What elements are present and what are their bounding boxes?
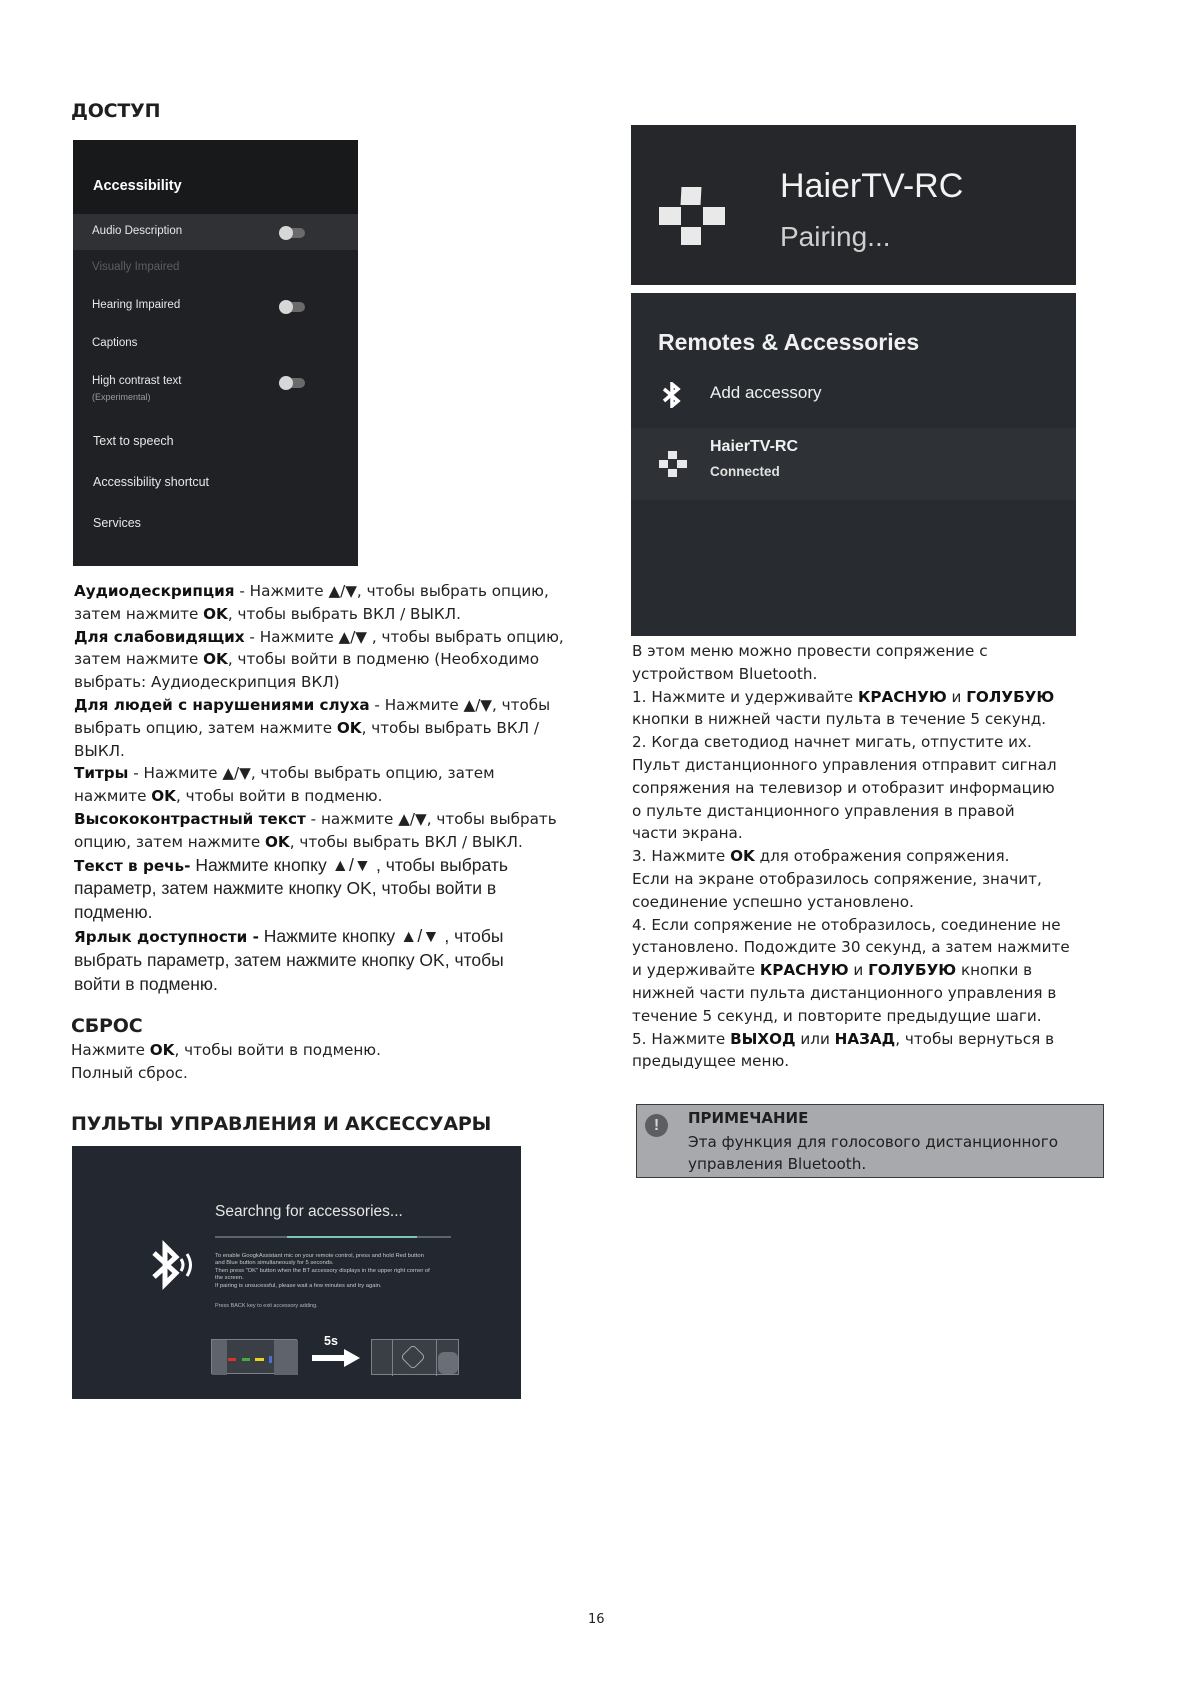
section-heading-remotes: ПУЛЬТЫ УПРАВЛЕНИЯ И АКСЕССУАРЫ bbox=[71, 1113, 492, 1135]
pairing-device-name: HaierTV-RC bbox=[780, 167, 964, 205]
text-fragment: установлено. Подождите 30 секунд, а затем нажмите bbox=[632, 938, 1070, 957]
text-fragment: Аудиодескрипция bbox=[74, 582, 235, 600]
high-contrast-toggle[interactable] bbox=[279, 376, 306, 389]
accessibility-header bbox=[73, 140, 358, 214]
text-fragment: ВЫХОД bbox=[730, 1029, 796, 1048]
duration-label: 5s bbox=[324, 1334, 338, 1348]
text-fragment: ВЫКЛ. bbox=[74, 741, 125, 760]
menu-item-text-to-speech[interactable] bbox=[73, 423, 358, 459]
gamepad-icon bbox=[659, 187, 725, 245]
text-fragment: кнопки в нижней части пульта в течение 5 секунд. bbox=[632, 710, 1047, 729]
text-fragment: Нажмите кнопку bbox=[258, 925, 401, 946]
text-fragment: выбрать параметр, затем нажмите кнопку OK, чтобы bbox=[74, 949, 504, 970]
text-fragment: Высококонтрастный текст bbox=[74, 809, 306, 828]
note-text: Эта функция для голосового дистанционного управления Bluetooth. bbox=[688, 1133, 1058, 1173]
search-instructions bbox=[215, 1253, 455, 1290]
remotes-accessories-screenshot bbox=[631, 293, 1076, 636]
text-fragment: Пульт дистанционного управления отправит сигнал bbox=[632, 755, 1057, 774]
text-fragment: устройством Bluetooth. bbox=[632, 664, 818, 683]
haier-remote-item[interactable] bbox=[631, 428, 1076, 500]
text-fragment: ▲/▼ bbox=[222, 764, 251, 783]
section-heading-reset: СБРОС bbox=[71, 1015, 143, 1037]
menu-item-label: Captions bbox=[92, 337, 138, 349]
desc-captions bbox=[74, 762, 594, 808]
desc-text-to-speech bbox=[74, 854, 594, 925]
text-fragment: и bbox=[848, 961, 869, 980]
reset-description bbox=[71, 1039, 571, 1085]
menu-item-label: Text to speech bbox=[93, 434, 174, 448]
text-fragment: войти в подменю. bbox=[74, 973, 218, 994]
text-fragment: и bbox=[946, 687, 967, 706]
text-fragment: ▲/▼ bbox=[331, 854, 372, 875]
text-fragment: Нажмите кнопку bbox=[190, 854, 332, 875]
text-fragment: , чтобы войти в подменю. bbox=[175, 787, 383, 806]
text-fragment: , чтобы вернуться в bbox=[895, 1029, 1055, 1048]
text-fragment: о пульте дистанционного управления в правой bbox=[632, 801, 1015, 820]
text-fragment: - Нажмите bbox=[128, 764, 223, 783]
text-fragment: сопряжения на телевизор и отобразит информацию bbox=[632, 778, 1055, 797]
text-fragment: НАЗАД bbox=[834, 1029, 896, 1048]
text-fragment: , чтобы выбрать ВКЛ / bbox=[361, 718, 539, 737]
menu-item-sublabel: (Experimental) bbox=[92, 392, 151, 402]
text-fragment: - Нажмите bbox=[369, 695, 464, 714]
text-fragment: соединение успешно установлено. bbox=[632, 892, 914, 911]
text-fragment: параметр, затем нажмите кнопку OK, чтобы войти в bbox=[74, 878, 497, 899]
hearing-impaired-toggle[interactable] bbox=[279, 300, 306, 313]
text-fragment: the screen. bbox=[215, 1275, 244, 1282]
text-fragment: , чтобы войти в подменю. bbox=[174, 1041, 381, 1059]
text-fragment: Текст в речь- bbox=[74, 856, 191, 875]
text-fragment: КРАСНУЮ bbox=[857, 687, 947, 706]
text-fragment: 3. Нажмите bbox=[632, 847, 731, 866]
remote-hand-illustration bbox=[371, 1339, 459, 1375]
menu-item-high-contrast-text[interactable] bbox=[73, 364, 358, 408]
menu-item-label: Visually Impaired bbox=[92, 261, 180, 273]
text-fragment: кнопки в bbox=[956, 961, 1033, 980]
note-title: ПРИМЕЧАНИЕ bbox=[688, 1109, 809, 1127]
audio-description-toggle[interactable] bbox=[279, 226, 306, 239]
text-fragment: , чтобы выбрать ВКЛ / ВЫКЛ. bbox=[227, 604, 461, 623]
text-fragment: выбрать: Аудиодескрипция ВКЛ) bbox=[74, 673, 340, 692]
exclamation-icon: ! bbox=[645, 1114, 668, 1137]
add-accessory-label: Add accessory bbox=[710, 383, 822, 402]
pairing-status: Pairing... bbox=[780, 221, 891, 252]
text-fragment: OK bbox=[151, 787, 176, 806]
section-heading-access: ДОСТУП bbox=[71, 100, 161, 122]
text-fragment: , чтобы выбрать опцию, затем bbox=[250, 764, 495, 783]
text-fragment: If pairing is unsucessful, please wait a few minutes and try again. bbox=[215, 1282, 382, 1289]
menu-item-services[interactable] bbox=[73, 505, 358, 541]
menu-item-accessibility-shortcut[interactable] bbox=[73, 464, 358, 500]
text-fragment: течение 5 секунд, и повторите предыдущие шаги. bbox=[632, 1006, 1042, 1025]
gamepad-icon bbox=[659, 451, 687, 477]
desc-high-contrast bbox=[74, 808, 594, 854]
text-fragment: Для людей с нарушениями слуха bbox=[74, 695, 370, 714]
back-hint: Press BACK key to exit accessory adding. bbox=[215, 1303, 318, 1309]
haier-remote-status: Connected bbox=[710, 464, 780, 479]
text-fragment: OK bbox=[203, 604, 228, 623]
arrow-right-icon bbox=[312, 1349, 360, 1367]
menu-item-audio-description[interactable] bbox=[73, 214, 358, 250]
pairing-screenshot bbox=[631, 125, 1076, 285]
text-fragment: - Нажмите bbox=[244, 627, 339, 646]
text-fragment: опцию, затем нажмите bbox=[74, 832, 265, 851]
text-fragment: ▲/▼ bbox=[328, 582, 357, 600]
text-fragment: предыдущее меню. bbox=[632, 1052, 790, 1071]
blue-button bbox=[269, 1356, 272, 1363]
desc-visually-impaired bbox=[74, 626, 594, 694]
text-fragment: подменю. bbox=[74, 902, 153, 923]
text-fragment: - нажмите bbox=[305, 809, 399, 828]
text-fragment: , чтобы выбрать bbox=[426, 809, 557, 828]
text-fragment: нажмите bbox=[74, 787, 152, 806]
text-fragment: ▲/▼ bbox=[398, 809, 427, 828]
text-fragment: , чтобы bbox=[439, 925, 504, 946]
bluetooth-icon bbox=[661, 382, 683, 408]
note-box bbox=[636, 1104, 1104, 1178]
text-fragment: OK bbox=[265, 832, 290, 851]
menu-item-label: Services bbox=[93, 516, 141, 530]
text-fragment: , чтобы выбрать опцию, bbox=[356, 582, 549, 600]
green-button bbox=[242, 1358, 250, 1361]
text-fragment: затем нажмите bbox=[74, 604, 204, 623]
pairing-instructions bbox=[632, 640, 1102, 1073]
text-fragment: В этом меню можно провести сопряжение с bbox=[632, 642, 988, 660]
text-fragment: OK bbox=[149, 1041, 175, 1059]
text-fragment: Титры bbox=[74, 764, 129, 783]
searching-title: Searchng for accessories... bbox=[215, 1203, 403, 1220]
menu-item-label: Hearing Impaired bbox=[92, 299, 181, 311]
add-accessory-item[interactable] bbox=[631, 363, 1076, 425]
menu-item-hearing-impaired[interactable] bbox=[73, 288, 358, 324]
text-fragment: - Нажмите bbox=[234, 582, 329, 600]
text-fragment: 1. Нажмите и удерживайте bbox=[632, 687, 858, 706]
desc-accessibility-shortcut bbox=[74, 925, 594, 996]
text-fragment: 5. Нажмите bbox=[632, 1029, 731, 1048]
text-fragment: 2. Когда светодиод начнет мигать, отпустите их. bbox=[632, 733, 1032, 752]
text-fragment: нижней части пульта дистанционного управления в bbox=[632, 983, 1057, 1002]
text-fragment: , чтобы bbox=[492, 695, 551, 714]
desc-audio-description bbox=[74, 580, 594, 626]
text-fragment: OK bbox=[336, 718, 362, 737]
menu-item-label: High contrast text bbox=[92, 375, 182, 387]
text-fragment: 4. Если сопряжение не отобразилось, соединение не bbox=[632, 915, 1061, 934]
haier-remote-name: HaierTV-RC bbox=[710, 438, 799, 455]
text-fragment: ▲/▼ bbox=[338, 627, 367, 646]
yellow-button bbox=[255, 1358, 264, 1361]
menu-item-captions[interactable] bbox=[73, 326, 358, 362]
text-fragment: Полный сброс. bbox=[71, 1063, 188, 1082]
menu-item-label: Audio Description bbox=[92, 225, 183, 237]
text-fragment: , чтобы выбрать bbox=[371, 854, 508, 875]
text-fragment: OK bbox=[730, 847, 755, 866]
text-fragment: , чтобы войти в подменю (Необходимо bbox=[227, 650, 540, 669]
bluetooth-signal-icon bbox=[150, 1239, 195, 1291]
text-fragment: КРАСНУЮ bbox=[759, 961, 849, 980]
text-fragment: ГОЛУБУЮ bbox=[868, 961, 957, 980]
text-fragment: OK bbox=[203, 650, 228, 669]
text-fragment: ▲/▼ bbox=[400, 925, 440, 946]
text-fragment: или bbox=[795, 1029, 835, 1048]
remote-buttons-illustration bbox=[211, 1339, 297, 1374]
desc-hearing-impaired bbox=[74, 694, 594, 762]
text-fragment: , чтобы выбрать ВКЛ / ВЫКЛ. bbox=[289, 832, 523, 851]
menu-item-visually-impaired bbox=[73, 250, 358, 286]
text-fragment: части экрана. bbox=[632, 824, 743, 843]
text-fragment: Если на экране отобразилось сопряжение, значит, bbox=[632, 869, 1042, 888]
text-fragment: Нажмите bbox=[71, 1041, 150, 1059]
text-fragment: для отображения сопряжения. bbox=[754, 847, 1010, 866]
text-fragment: и удерживайте bbox=[632, 961, 760, 980]
text-fragment: ГОЛУБУЮ bbox=[966, 687, 1055, 706]
text-fragment: Ярлык доступности - bbox=[74, 927, 259, 946]
text-fragment: To enable GoogkAssistant mic on your remote control, press and hold Red button bbox=[215, 1253, 424, 1259]
accessibility-screenshot bbox=[73, 140, 358, 566]
text-fragment: Для слабовидящих bbox=[74, 627, 245, 646]
accessibility-title: Accessibility bbox=[93, 178, 182, 194]
red-button bbox=[228, 1358, 236, 1361]
text-fragment: and Blue button simultaneously for 5 seconds. bbox=[215, 1260, 334, 1267]
searching-accessories-screenshot bbox=[72, 1146, 521, 1399]
text-fragment: Then press "OK" button when the BT accessory displays in the upper right corner of bbox=[215, 1267, 430, 1274]
page-number: 16 bbox=[588, 1612, 605, 1627]
remotes-title: Remotes & Accessories bbox=[658, 329, 920, 355]
text-fragment: затем нажмите bbox=[74, 650, 204, 669]
menu-item-label: Accessibility shortcut bbox=[93, 475, 210, 489]
search-progress-fill bbox=[287, 1236, 417, 1238]
search-progress-bar bbox=[215, 1236, 451, 1238]
access-descriptions bbox=[74, 580, 594, 996]
text-fragment: , чтобы выбрать опцию, bbox=[367, 627, 564, 646]
text-fragment: ▲/▼ bbox=[463, 695, 492, 714]
text-fragment: выбрать опцию, затем нажмите bbox=[74, 718, 337, 737]
